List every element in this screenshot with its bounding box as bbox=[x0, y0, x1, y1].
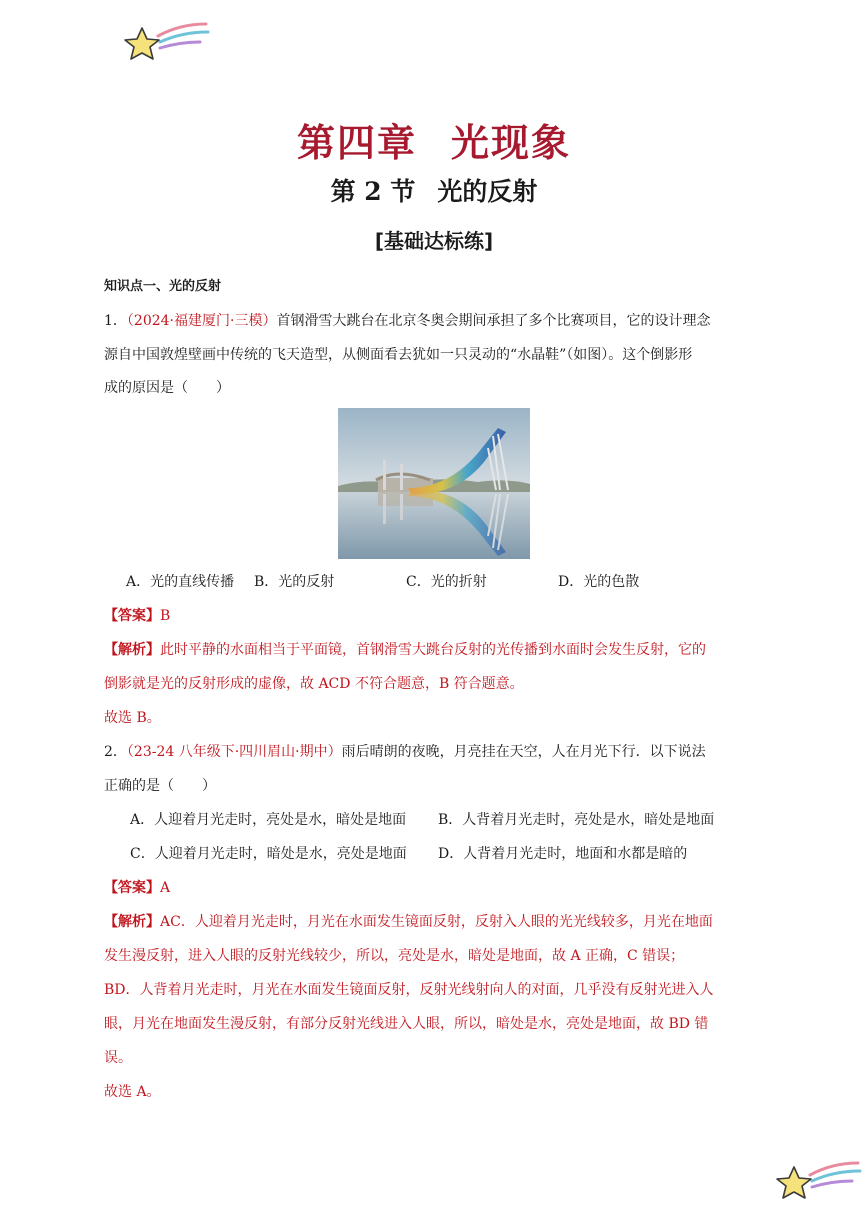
q1-analysis-line1: 【解析】此时平静的水面相当于平面镜，首钢滑雪大跳台反射的光传播到水面时会发生反射，它的 bbox=[104, 642, 706, 658]
q2-analysis-line4: 眼，月光在地面发生漫反射，有部分反射光线进入人眼，所以，暗处是水，亮处是地面，故 BD 错 bbox=[104, 1016, 709, 1032]
chapter-name: 光现象 bbox=[451, 120, 572, 165]
q1-option-d: D．光的色散 bbox=[558, 574, 640, 590]
q1-analysis-line2: 倒影就是光的反射形成的虚像，故 ACD 不符合题意，B 符合题意。 bbox=[104, 676, 524, 692]
q1-source: （2024·福建厦门·三模） bbox=[126, 313, 277, 329]
section-name: 光的反射 bbox=[437, 177, 538, 206]
shooting-star-icon bbox=[772, 1157, 862, 1205]
q2-option-d: D．人背着月光走时，地面和水都是暗的 bbox=[438, 846, 688, 862]
q1-answer: 【答案】B bbox=[104, 608, 171, 624]
chapter-number: 第四章 bbox=[296, 120, 417, 165]
section-title bbox=[0, 172, 868, 208]
q2-stem-line1: 2．（23-24 八年级下·四川眉山·期中）雨后晴朗的夜晚，月亮挂在天空，人在月光下行．以下说法 bbox=[104, 744, 706, 760]
q1-stem-line3: 成的原因是（ ） bbox=[104, 380, 230, 396]
q1-conclusion: 故选 B。 bbox=[104, 710, 161, 726]
q1-number: 1． bbox=[104, 313, 127, 329]
q1-option-a: A．光的直线传播 bbox=[126, 574, 235, 590]
q2-option-a: A．人迎着月光走时，亮处是水，暗处是地面 bbox=[130, 812, 407, 828]
q2-answer: 【答案】A bbox=[104, 880, 171, 896]
q1-answer-value: B bbox=[160, 608, 171, 624]
q2-option-c: C．人迎着月光走时，暗处是水，亮处是地面 bbox=[130, 846, 407, 862]
q2-analysis-line3: BD．人背着月光走时，月光在水面发生镜面反射，反射光线射向人的对面，几乎没有反射光进入人 bbox=[104, 982, 714, 998]
knowledge-point-heading: 知识点一、光的反射 bbox=[104, 279, 222, 294]
practice-subtitle: [基础达标练] bbox=[374, 229, 494, 253]
shooting-star-icon bbox=[120, 18, 210, 66]
q2-conclusion: 故选 A。 bbox=[104, 1084, 161, 1100]
q1-option-b: B．光的反射 bbox=[254, 574, 335, 590]
q2-analysis-line2: 发生漫反射，进入人眼的反射光线较少，所以，亮处是水，暗处是地面，故 A 正确，C 错误； bbox=[104, 948, 685, 964]
q2-number: 2． bbox=[104, 744, 127, 760]
q1-stem-line2: 源自中国敦煌壁画中传统的飞天造型，从侧面看去犹如一只灵动的“水晶鞋”（如图）。这个倒影形 bbox=[104, 347, 693, 363]
q2-analysis-line5: 误。 bbox=[104, 1050, 132, 1066]
section-number: 第 2 节 bbox=[330, 177, 416, 206]
q2-option-b: B．人背着月光走时，亮处是水，暗处是地面 bbox=[438, 812, 715, 828]
q2-source: （23-24 八年级下·四川眉山·期中） bbox=[126, 744, 342, 760]
chapter-title bbox=[0, 112, 868, 167]
q2-analysis-line1: 【解析】AC．人迎着月光走时，月光在水面发生镜面反射，反射入人眼的光光线较多，月光在地面 bbox=[104, 914, 713, 930]
ski-jump-photo bbox=[338, 408, 530, 559]
q1-option-c: C．光的折射 bbox=[406, 574, 487, 590]
q2-stem-line2: 正确的是（ ） bbox=[104, 778, 216, 794]
q1-stem-line1: 1．（2024·福建厦门·三模）首钢滑雪大跳台在北京冬奥会期间承担了多个比赛项目，它的设计理念 bbox=[104, 313, 711, 329]
q2-answer-value: A bbox=[160, 880, 171, 896]
